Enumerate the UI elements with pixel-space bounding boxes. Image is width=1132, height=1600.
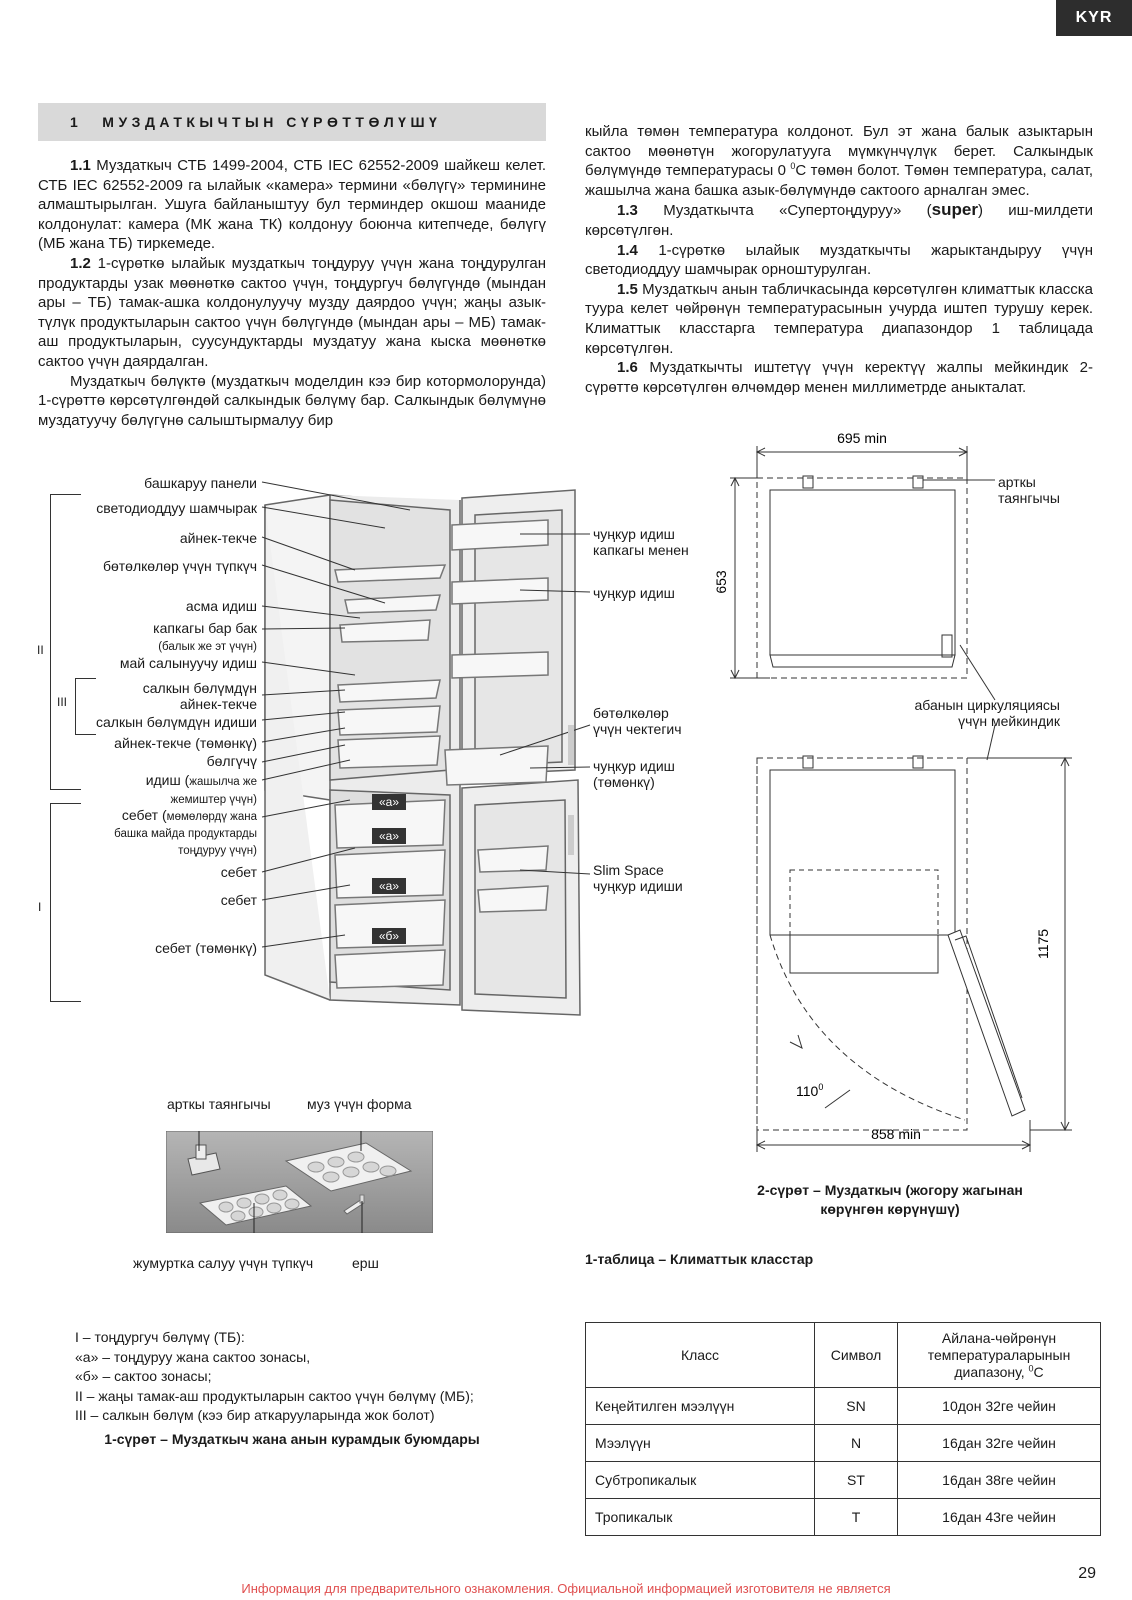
- table-row: [586, 1462, 1101, 1499]
- table-row: [586, 1388, 1101, 1425]
- legend-item: I – тоңдургуч бөлүмү (ТБ):: [75, 1329, 245, 1345]
- label-basket-3: себет: [220, 892, 257, 908]
- label-air-circulation: абанын циркуляциясы үчүн мейкиндик: [914, 697, 1060, 729]
- cell-range: 16дан 38ге чейин: [898, 1462, 1101, 1499]
- label-lidded-tank: капкагы бар бак: [153, 620, 257, 636]
- legend-item: III – салкын бөлүм (кээ бир аткарууларында жок болот): [75, 1407, 435, 1423]
- label-freezer-basket: себет (мөмөлөрдү жана башка майда продуктарды тоңдуруу үчүн): [114, 807, 257, 857]
- cell-class: Мээлүүн: [586, 1425, 815, 1462]
- label-brush: ерш: [352, 1255, 379, 1271]
- label-crisper: идиш (жашылча же жемиштер үчүн): [145, 772, 257, 806]
- label-door-bin: чуңкур идиш: [593, 585, 675, 601]
- dim-width-bottom: 858 min: [871, 1126, 921, 1142]
- drawer-tag-a1: «а»: [378, 795, 400, 809]
- roman-III: III: [57, 695, 68, 709]
- paragraph-body: Муздаткычта «Супертоңдуруу» (: [637, 202, 932, 220]
- paragraph-1-4: [585, 241, 1093, 280]
- page-number: 29: [1078, 1565, 1096, 1582]
- label-led-lamp: светодиоддуу шамчырак: [96, 500, 257, 516]
- label-egg-tray: жумуртка салуу үчүн түпкүч: [133, 1255, 314, 1271]
- paragraph-body: ) иш-милдети көрсөтүлгөн.: [585, 202, 1093, 239]
- paragraph-1-2: [38, 254, 546, 372]
- cell-symbol: T: [815, 1499, 898, 1536]
- label-rear-spacer-fig2: арткы таянгычы: [998, 474, 1060, 506]
- bracket-compartment-I: [50, 803, 81, 1002]
- label-cool-zone-container: салкын бөлүмдүн идиши: [95, 714, 257, 730]
- language-tag: KYR: [1056, 0, 1132, 36]
- table-header-row: [586, 1323, 1101, 1388]
- figure2-caption: 2-сүрөт – Муздаткыч (жогору жагынан көрүнгөн көрүнүшү): [757, 1182, 1023, 1217]
- legend-item: «б» – сактоо зонасы;: [75, 1368, 212, 1384]
- paragraph-1-3: [585, 200, 1093, 240]
- paragraph-number: 1.2: [70, 254, 91, 272]
- paragraph-1-1: [38, 156, 546, 254]
- drawer-tag-b: «б»: [378, 929, 400, 943]
- label-bottle-holder: бөтөлкөлөр үчүн түпкүч: [102, 558, 257, 574]
- label-door-bin-lower: чуңкур идиш (төмөнкү): [593, 758, 675, 790]
- table-row: [586, 1425, 1101, 1462]
- label-basket-bottom: себет (төмөнкү): [155, 940, 257, 956]
- label-glass-shelf: айнек-текче: [179, 530, 257, 546]
- paragraph-number: 1.6: [617, 359, 638, 377]
- paragraph-continued: [585, 122, 1093, 200]
- figure1-legend: [75, 1328, 474, 1426]
- table-row: [586, 1499, 1101, 1536]
- dim-height: 1175: [1035, 928, 1051, 960]
- header-temp-range: Айлана-чөйрөнүн температураларынын диапазону, $^0$С: [898, 1323, 1101, 1388]
- cell-class: Субтропикалык: [586, 1462, 815, 1499]
- section-number: 1: [70, 114, 83, 130]
- label-lidded-tank-note: (балык же эт үчүн): [158, 641, 257, 653]
- section-title: МУЗДАТКЫЧТЫН СҮРӨТТӨЛҮШҮ: [102, 114, 442, 130]
- paragraph-cooling-zone: [38, 372, 546, 431]
- cell-symbol: ST: [815, 1462, 898, 1499]
- label-door-bin-lidded: чуңкур идиш капкагы менен: [593, 526, 689, 558]
- paragraph-number: 1.1: [70, 157, 91, 174]
- climate-class-table: [585, 1322, 1101, 1536]
- label-divider: бөлгүчү: [206, 753, 257, 769]
- cell-symbol: N: [815, 1425, 898, 1462]
- dim-door-angle: $110^0$: [796, 1082, 824, 1099]
- label-slim-space: Slim Space чуңкур идиши: [593, 862, 683, 894]
- label-rear-spacer: арткы таянгычы: [167, 1096, 271, 1112]
- cell-range: 16дан 32ге чейин: [898, 1425, 1101, 1462]
- paragraph-body: 1-сүрөткө ылайык муздаткычты жарыктандыруу үчүн светодиоддуу шамчырак орноштурулган.: [585, 241, 1093, 279]
- bracket-compartment-II: [50, 494, 81, 790]
- label-basket-2: себет: [220, 864, 257, 880]
- legend-item: II – жаңы тамак-аш продуктыларын сактоо үчүн бөлүмү (МБ);: [75, 1387, 474, 1404]
- paragraph-1-6: [585, 358, 1093, 397]
- roman-I: I: [38, 900, 42, 914]
- accessories-photo: [166, 1131, 433, 1233]
- cell-range: 16дан 43ге чейин: [898, 1499, 1101, 1536]
- footer-disclaimer: Информация для предварительного ознакомления. Официальной информацией изготовителя не является: [241, 1581, 891, 1596]
- legend-item: «а» – тоңдуруу жана сактоо зонасы,: [75, 1348, 311, 1365]
- paragraph-number: 1.5: [617, 280, 638, 298]
- paragraph-number: 1.3: [617, 202, 638, 220]
- dim-depth: 653: [713, 570, 729, 594]
- section-heading: [38, 103, 546, 141]
- drawer-tag-a2: «а»: [378, 829, 400, 843]
- paragraph-body: кыйла төмөн температура колдонот. Бул эт жана балык азыктарын сактоо мөөнөтүн жогорулатууга мүмкүнчүлүк берет. Салкындык бөлүмүндө температурасы 0: [585, 123, 1093, 180]
- header-symbol: Символ: [815, 1323, 898, 1388]
- label-hanging-container: асма идиш: [185, 598, 257, 614]
- cell-class: Тропикалык: [586, 1499, 815, 1536]
- paragraph-body: С төмөн болот. Төмөн температура, салат, жашылча жана башка азык-бөлүмүндө сактоого арналган эмес.: [585, 162, 1094, 199]
- label-butter-dish: май салынуучу идиш: [119, 655, 257, 671]
- right-column-text: [585, 122, 1093, 397]
- figure1-caption: 1-сүрөт – Муздаткыч жана анын курамдык буюмдары: [104, 1431, 480, 1447]
- header-class: Класс: [586, 1323, 815, 1388]
- super-function-label: super: [931, 200, 978, 220]
- paragraph-number: 1.4: [617, 241, 638, 259]
- label-ice-tray: муз үчүн форма: [307, 1096, 412, 1112]
- table-title: 1-таблица – Климаттык класстар: [585, 1251, 814, 1267]
- label-lower-glass-shelf: айнек-текче (төмөнкү): [114, 735, 257, 751]
- left-column-text: [38, 156, 546, 430]
- label-bottle-limiter: бөтөлкөлөр үчүн чектегич: [593, 705, 682, 737]
- degree-sup: 0: [790, 161, 796, 172]
- label-cool-zone-glass-shelf: салкын бөлүмдүн айнек-текче: [142, 680, 257, 712]
- paragraph-body: 1-сүрөткө ылайык муздаткыч тоңдуруу үчүн жана тоңдурулган продуктарды узак мөөнөткө сактоо үчүн, тоңдургуч бөлүгүндө (мындан ары – ТБ) тамак-ашка колдонулуучу музду даярдоо үчүн; жаңы азык-түлүк продуктыларын сактоо үчүн бөлүгүндө (мындан ары – МБ) тамак-аш продуктыларын, суусундуктарды муздатуу жана кыска мөөнөткө сактоо үчүн даярдалган.: [38, 254, 546, 370]
- paragraph-body: Муздаткыч анын табличкасында көрсөтүлгөн климаттык класска туура келет чөйрөнүн температурасынын учурда иштеп турушу керек. Климаттык класстарга температура диапазондор 1 таблицада көрсөтүлгөн.: [585, 280, 1093, 357]
- paragraph-body: Муздаткыч СТБ 1499-2004, СТБ IEC 62552-2009 шайкеш келет. СТБ IEC 62552-2009 га ылайык «камера» термини «бөлүгү» терминине алмаштырылган. Ушуга байланыштуу бул терминдер окшош мааниде колдонулат: камера (МК жана ТК) колдонуу боюнча китепчеде, бөлүгү (МБ жана ТБ) тиркемеде.: [38, 157, 546, 253]
- cell-symbol: SN: [815, 1388, 898, 1425]
- bracket-compartment-III: [75, 678, 96, 735]
- paragraph-1-5: [585, 280, 1093, 358]
- paragraph-body: Муздаткычты иштетүү үчүн керектүү жалпы мейкиндик 2-сүрөттө көрсөтүлгөн өлчөмдөр менен миллиметрде аныкталат.: [585, 359, 1093, 396]
- clearance-diagram: [690, 430, 1110, 1160]
- drawer-tag-a3: «а»: [378, 879, 400, 893]
- cell-class: Кеңейтилген мээлүүн: [586, 1388, 815, 1425]
- paragraph-body: Муздаткыч бөлүктө (муздаткыч моделдин кээ бир котормолорунда) 1-сүрөттө көрсөтүлгөндөй салкындык бөлүмү бар. Салкындык бөлүмүнө муздатуучу бөлүгүнө салыштырмалуу бир: [38, 372, 546, 429]
- roman-II: II: [37, 643, 44, 657]
- label-control-panel: башкаруу панели: [144, 475, 257, 491]
- dim-width-top: 695 min: [837, 430, 887, 446]
- cell-range: 10дон 32ге чейин: [898, 1388, 1101, 1425]
